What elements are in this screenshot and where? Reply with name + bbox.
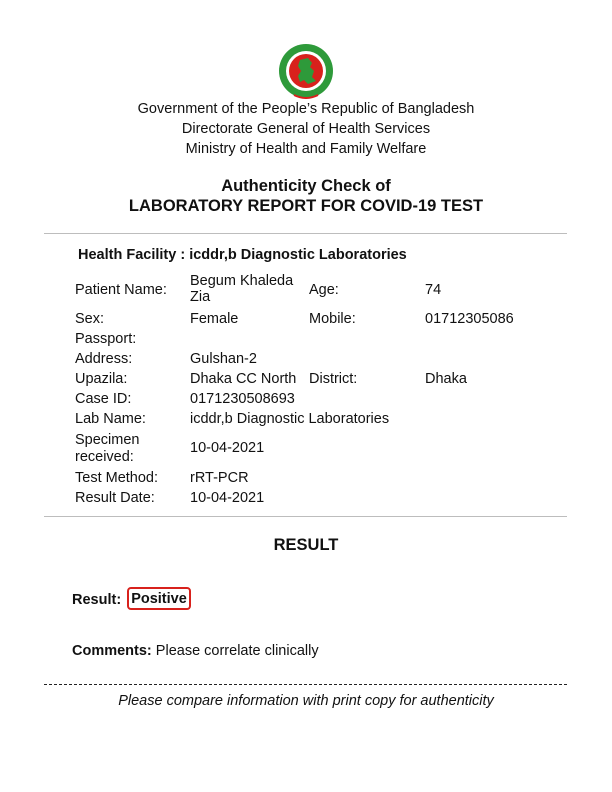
divider-dashed xyxy=(44,684,567,685)
sex-value: Female xyxy=(190,311,239,327)
result-label: Result: xyxy=(72,592,122,608)
comments-label: Comments: xyxy=(72,643,152,659)
case-id-value: 0171230508693 xyxy=(190,391,295,407)
mobile-value: 01712305086 xyxy=(425,311,514,327)
lab-name-label: Lab Name: xyxy=(75,411,146,427)
test-method-label: Test Method: xyxy=(75,470,159,486)
patient-name-value-line2: Zia xyxy=(190,289,211,305)
address-label: Address: xyxy=(75,351,133,367)
comments-value: Please correlate clinically xyxy=(155,643,319,659)
result-heading: RESULT xyxy=(273,536,339,554)
specimen-label-line1: Specimen xyxy=(75,432,140,448)
header-directorate: Directorate General of Health Services xyxy=(181,121,431,137)
age-value: 74 xyxy=(425,282,442,298)
header-government: Government of the People’s Republic of Bangladesh xyxy=(137,101,475,117)
upazila-value: Dhaka CC North xyxy=(190,371,297,387)
comments xyxy=(72,643,319,659)
test-method-value: rRT-PCR xyxy=(190,470,249,486)
result-badge: Positive xyxy=(127,587,191,610)
patient-name-value-line1: Begum Khaleda xyxy=(190,273,294,289)
divider-middle xyxy=(44,516,567,517)
authenticity-note: Please compare information with print copy for authenticity xyxy=(118,693,494,709)
result-date-value: 10-04-2021 xyxy=(190,490,265,506)
lab-name-value: icddr,b Diagnostic Laboratories xyxy=(190,411,390,427)
sex-label: Sex: xyxy=(75,311,105,327)
specimen-value: 10-04-2021 xyxy=(190,440,265,456)
health-facility-value: icddr,b Diagnostic Laboratories xyxy=(189,247,407,263)
district-value: Dhaka xyxy=(425,371,467,387)
passport-label: Passport: xyxy=(75,331,137,347)
health-facility-label: Health Facility : xyxy=(78,247,186,263)
specimen-label-line2: received: xyxy=(75,449,134,465)
mobile-label: Mobile: xyxy=(309,311,356,327)
address-value: Gulshan-2 xyxy=(190,351,257,367)
result-date-label: Result Date: xyxy=(75,490,155,506)
patient-name-label: Patient Name: xyxy=(75,282,167,298)
divider-top xyxy=(44,233,567,234)
bangladesh-government-seal xyxy=(278,43,334,99)
upazila-label: Upazila: xyxy=(75,371,128,387)
report-title-line2: LABORATORY REPORT FOR COVID-19 TEST xyxy=(128,197,484,215)
report-title-line1: Authenticity Check of xyxy=(221,177,391,195)
health-facility xyxy=(78,247,407,263)
age-label: Age: xyxy=(309,282,339,298)
header-ministry: Ministry of Health and Family Welfare xyxy=(185,141,427,157)
case-id-label: Case ID: xyxy=(75,391,132,407)
district-label: District: xyxy=(309,371,358,387)
